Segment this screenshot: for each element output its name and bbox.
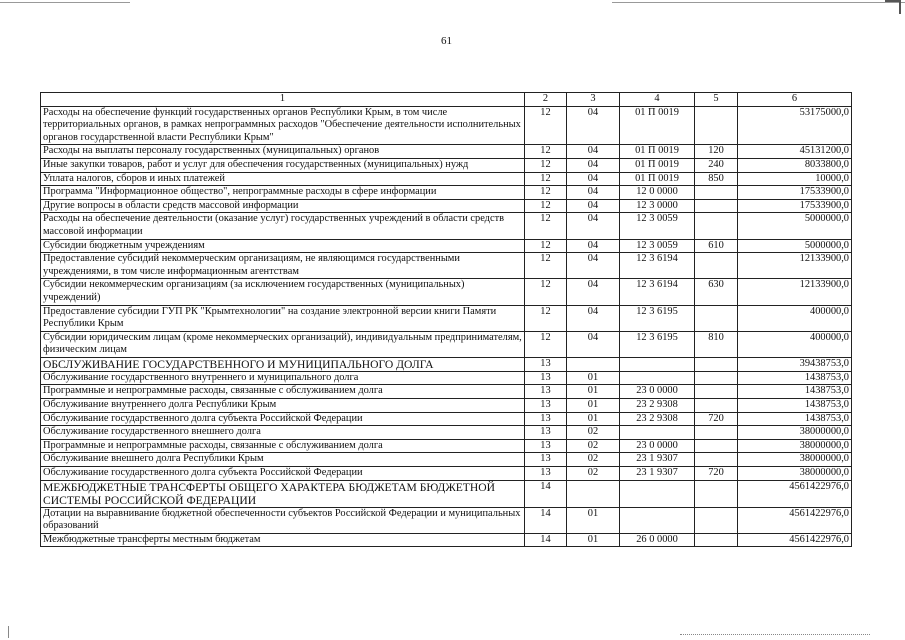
header-cell-1: 1 — [41, 93, 525, 107]
table-row — [41, 426, 852, 440]
table-row — [41, 172, 852, 186]
target-article-cell: 12 3 6194 — [620, 279, 695, 305]
expense-name-cell: Иные закупки товаров, работ и услуг для обеспечения государственных (муниципальных) нужд — [41, 158, 525, 172]
amount-cell: 38000000,0 — [738, 453, 852, 467]
expense-type-cell — [695, 253, 738, 279]
expense-type-cell — [695, 357, 738, 371]
expense-type-cell: 610 — [695, 239, 738, 253]
expense-type-cell — [695, 533, 738, 547]
amount-cell: 17533900,0 — [738, 186, 852, 200]
expense-type-cell — [695, 199, 738, 213]
section-code-cell: 13 — [525, 357, 567, 371]
expense-name-cell: Обслуживание государственного внутреннего и муниципального долга — [41, 371, 525, 385]
header-cell-3: 3 — [567, 93, 620, 107]
expense-type-cell — [695, 453, 738, 467]
section-code-cell: 13 — [525, 439, 567, 453]
table-row — [41, 199, 852, 213]
section-code-cell: 12 — [525, 172, 567, 186]
expense-name-cell: Другие вопросы в области средств массовой информации — [41, 199, 525, 213]
expense-name-cell: Субсидии некоммерческим организациям (за исключением государственных (муниципальных) учреждений) — [41, 279, 525, 305]
table-row — [41, 385, 852, 399]
table-row — [41, 331, 852, 357]
expense-name-cell: Расходы на выплаты персоналу государственных (муниципальных) органов — [41, 145, 525, 159]
header-cell-2: 2 — [525, 93, 567, 107]
table-row — [41, 253, 852, 279]
expense-type-cell — [695, 507, 738, 533]
expense-name-cell: Уплата налогов, сборов и иных платежей — [41, 172, 525, 186]
target-article-cell: 12 3 6195 — [620, 331, 695, 357]
target-article-cell: 12 3 0059 — [620, 239, 695, 253]
expense-type-cell — [695, 385, 738, 399]
expense-type-cell — [695, 399, 738, 413]
expense-type-cell — [695, 106, 738, 145]
target-article-cell: 12 3 0000 — [620, 199, 695, 213]
target-article-cell — [620, 371, 695, 385]
target-article-cell: 23 1 9307 — [620, 453, 695, 467]
target-article-cell: 01 П 0019 — [620, 158, 695, 172]
expense-name-cell: Программа "Информационное общество", непрограммные расходы в сфере информации — [41, 186, 525, 200]
expense-name-cell: Расходы на обеспечение деятельности (оказание услуг) государственных учреждений в области средств массовой информации — [41, 213, 525, 239]
section-code-cell: 13 — [525, 412, 567, 426]
target-article-cell: 01 П 0019 — [620, 172, 695, 186]
subsection-code-cell: 04 — [567, 239, 620, 253]
section-code-cell: 13 — [525, 467, 567, 481]
target-article-cell: 12 0 0000 — [620, 186, 695, 200]
table-row — [41, 357, 852, 371]
amount-cell: 17533900,0 — [738, 199, 852, 213]
section-code-cell: 14 — [525, 533, 567, 547]
header-cell-6: 6 — [738, 93, 852, 107]
table-row — [41, 453, 852, 467]
expense-type-cell: 720 — [695, 412, 738, 426]
subsection-code-cell: 02 — [567, 453, 620, 467]
expense-name-cell: Предоставление субсидии ГУП РК "Крымтехнологии" на создание электронной версии книги Памяти Республики Крым — [41, 305, 525, 331]
amount-cell: 38000000,0 — [738, 467, 852, 481]
table-row — [41, 412, 852, 426]
amount-cell: 39438753,0 — [738, 357, 852, 371]
subsection-code-cell: 01 — [567, 399, 620, 413]
expense-type-cell — [695, 213, 738, 239]
table-row — [41, 158, 852, 172]
expense-name-cell: Обслуживание государственного долга субъекта Российской Федерации — [41, 412, 525, 426]
subsection-code-cell — [567, 480, 620, 507]
amount-cell: 8033800,0 — [738, 158, 852, 172]
table-row — [41, 467, 852, 481]
expense-name-cell: Предоставление субсидий некоммерческим организациям, не являющимся государственными учреждениями, в том числе информационным агентствам — [41, 253, 525, 279]
subsection-code-cell: 02 — [567, 426, 620, 440]
subsection-code-cell: 01 — [567, 507, 620, 533]
expense-type-cell — [695, 186, 738, 200]
target-article-cell: 01 П 0019 — [620, 145, 695, 159]
table-row — [41, 507, 852, 533]
expense-name-cell: Субсидии бюджетным учреждениям — [41, 239, 525, 253]
table-row — [41, 279, 852, 305]
expense-name-cell: Дотации на выравнивание бюджетной обеспеченности субъектов Российской Федерации и муниципальных образований — [41, 507, 525, 533]
amount-cell: 1438753,0 — [738, 412, 852, 426]
section-code-cell: 12 — [525, 186, 567, 200]
section-code-cell: 13 — [525, 453, 567, 467]
page-number: 61 — [441, 35, 452, 47]
expense-name-cell: Обслуживание государственного долга субъекта Российской Федерации — [41, 467, 525, 481]
subsection-code-cell: 01 — [567, 371, 620, 385]
subsection-code-cell: 04 — [567, 253, 620, 279]
section-code-cell: 13 — [525, 371, 567, 385]
table-row — [41, 533, 852, 547]
expense-name-cell: Программные и непрограммные расходы, связанные с обслуживанием долга — [41, 439, 525, 453]
section-code-cell: 12 — [525, 106, 567, 145]
table-row — [41, 305, 852, 331]
expense-type-cell: 810 — [695, 331, 738, 357]
amount-cell: 4561422976,0 — [738, 507, 852, 533]
amount-cell: 5000000,0 — [738, 239, 852, 253]
section-code-cell: 12 — [525, 213, 567, 239]
target-article-cell — [620, 357, 695, 371]
expense-type-cell — [695, 426, 738, 440]
amount-cell: 12133900,0 — [738, 279, 852, 305]
subsection-code-cell: 04 — [567, 331, 620, 357]
section-code-cell: 12 — [525, 145, 567, 159]
expense-type-cell — [695, 305, 738, 331]
subsection-code-cell: 04 — [567, 279, 620, 305]
subsection-code-cell: 04 — [567, 186, 620, 200]
table-row — [41, 186, 852, 200]
target-article-cell: 23 0 0000 — [620, 439, 695, 453]
subsection-code-cell: 02 — [567, 467, 620, 481]
section-code-cell: 14 — [525, 507, 567, 533]
expense-name-cell: МЕЖБЮДЖЕТНЫЕ ТРАНСФЕРТЫ ОБЩЕГО ХАРАКТЕРА БЮДЖЕТАМ БЮДЖЕТНОЙ СИСТЕМЫ РОССИЙСКОЙ ФЕДЕРАЦИИ — [41, 480, 525, 507]
amount-cell: 45131200,0 — [738, 145, 852, 159]
budget-table — [40, 92, 852, 547]
expense-type-cell: 240 — [695, 158, 738, 172]
amount-cell: 1438753,0 — [738, 371, 852, 385]
subsection-code-cell: 01 — [567, 412, 620, 426]
section-code-cell: 13 — [525, 385, 567, 399]
expense-type-cell — [695, 480, 738, 507]
expense-type-cell — [695, 371, 738, 385]
subsection-code-cell: 04 — [567, 305, 620, 331]
subsection-code-cell: 01 — [567, 533, 620, 547]
target-article-cell: 12 3 0059 — [620, 213, 695, 239]
scan-margin-tick — [8, 626, 9, 638]
expense-name-cell: Обслуживание внутреннего долга Республики Крым — [41, 399, 525, 413]
section-code-cell: 12 — [525, 279, 567, 305]
amount-cell: 38000000,0 — [738, 426, 852, 440]
expense-type-cell: 720 — [695, 467, 738, 481]
expense-name-cell: Обслуживание государственного внешнего долга — [41, 426, 525, 440]
expense-type-cell — [695, 439, 738, 453]
subsection-code-cell: 04 — [567, 145, 620, 159]
target-article-cell — [620, 480, 695, 507]
section-code-cell: 12 — [525, 158, 567, 172]
expense-name-cell: ОБСЛУЖИВАНИЕ ГОСУДАРСТВЕННОГО И МУНИЦИПАЛЬНОГО ДОЛГА — [41, 357, 525, 371]
subsection-code-cell — [567, 357, 620, 371]
target-article-cell — [620, 507, 695, 533]
subsection-code-cell: 04 — [567, 172, 620, 186]
section-code-cell: 14 — [525, 480, 567, 507]
amount-cell: 4561422976,0 — [738, 480, 852, 507]
expense-type-cell: 120 — [695, 145, 738, 159]
target-article-cell — [620, 426, 695, 440]
table-row — [41, 145, 852, 159]
amount-cell: 400000,0 — [738, 305, 852, 331]
header-cell-5: 5 — [695, 93, 738, 107]
target-article-cell: 23 0 0000 — [620, 385, 695, 399]
expense-type-cell: 850 — [695, 172, 738, 186]
section-code-cell: 12 — [525, 331, 567, 357]
scan-edge-bottom — [0, 630, 905, 640]
table-row — [41, 439, 852, 453]
table-row — [41, 213, 852, 239]
target-article-cell: 26 0 0000 — [620, 533, 695, 547]
scan-edge-top — [0, 0, 905, 6]
subsection-code-cell: 04 — [567, 106, 620, 145]
table-row — [41, 371, 852, 385]
subsection-code-cell: 01 — [567, 385, 620, 399]
expense-name-cell: Субсидии юридическим лицам (кроме некоммерческих организаций), индивидуальным предпринимателям, физическим лицам — [41, 331, 525, 357]
amount-cell: 4561422976,0 — [738, 533, 852, 547]
section-code-cell: 13 — [525, 426, 567, 440]
expense-name-cell: Расходы на обеспечение функций государственных органов Республики Крым, в том числе территориальных органов, в рамках непрограммных расходов "Обеспечение деятельности исполнительных органов государственной власти Республики Крым" — [41, 106, 525, 145]
table-row — [41, 106, 852, 145]
table-header-row — [41, 93, 852, 107]
table-row — [41, 239, 852, 253]
target-article-cell: 12 3 6194 — [620, 253, 695, 279]
amount-cell: 12133900,0 — [738, 253, 852, 279]
header-cell-4: 4 — [620, 93, 695, 107]
section-code-cell: 12 — [525, 305, 567, 331]
amount-cell: 5000000,0 — [738, 213, 852, 239]
section-code-cell: 13 — [525, 399, 567, 413]
expense-name-cell: Программные и непрограммные расходы, связанные с обслуживанием долга — [41, 385, 525, 399]
target-article-cell: 23 2 9308 — [620, 412, 695, 426]
amount-cell: 53175000,0 — [738, 106, 852, 145]
section-code-cell: 12 — [525, 239, 567, 253]
target-article-cell: 23 2 9308 — [620, 399, 695, 413]
subsection-code-cell: 04 — [567, 213, 620, 239]
amount-cell: 10000,0 — [738, 172, 852, 186]
budget-table-body — [41, 93, 852, 547]
section-code-cell: 12 — [525, 199, 567, 213]
expense-name-cell: Обслуживание внешнего долга Республики Крым — [41, 453, 525, 467]
expense-name-cell: Межбюджетные трансферты местным бюджетам — [41, 533, 525, 547]
amount-cell: 400000,0 — [738, 331, 852, 357]
target-article-cell: 23 1 9307 — [620, 467, 695, 481]
section-code-cell: 12 — [525, 253, 567, 279]
subsection-code-cell: 04 — [567, 158, 620, 172]
table-row — [41, 480, 852, 507]
target-article-cell: 01 П 0019 — [620, 106, 695, 145]
amount-cell: 38000000,0 — [738, 439, 852, 453]
scan-corner-mark — [885, 0, 901, 14]
amount-cell: 1438753,0 — [738, 399, 852, 413]
expense-type-cell: 630 — [695, 279, 738, 305]
target-article-cell: 12 3 6195 — [620, 305, 695, 331]
table-row — [41, 399, 852, 413]
subsection-code-cell: 04 — [567, 199, 620, 213]
amount-cell: 1438753,0 — [738, 385, 852, 399]
subsection-code-cell: 02 — [567, 439, 620, 453]
